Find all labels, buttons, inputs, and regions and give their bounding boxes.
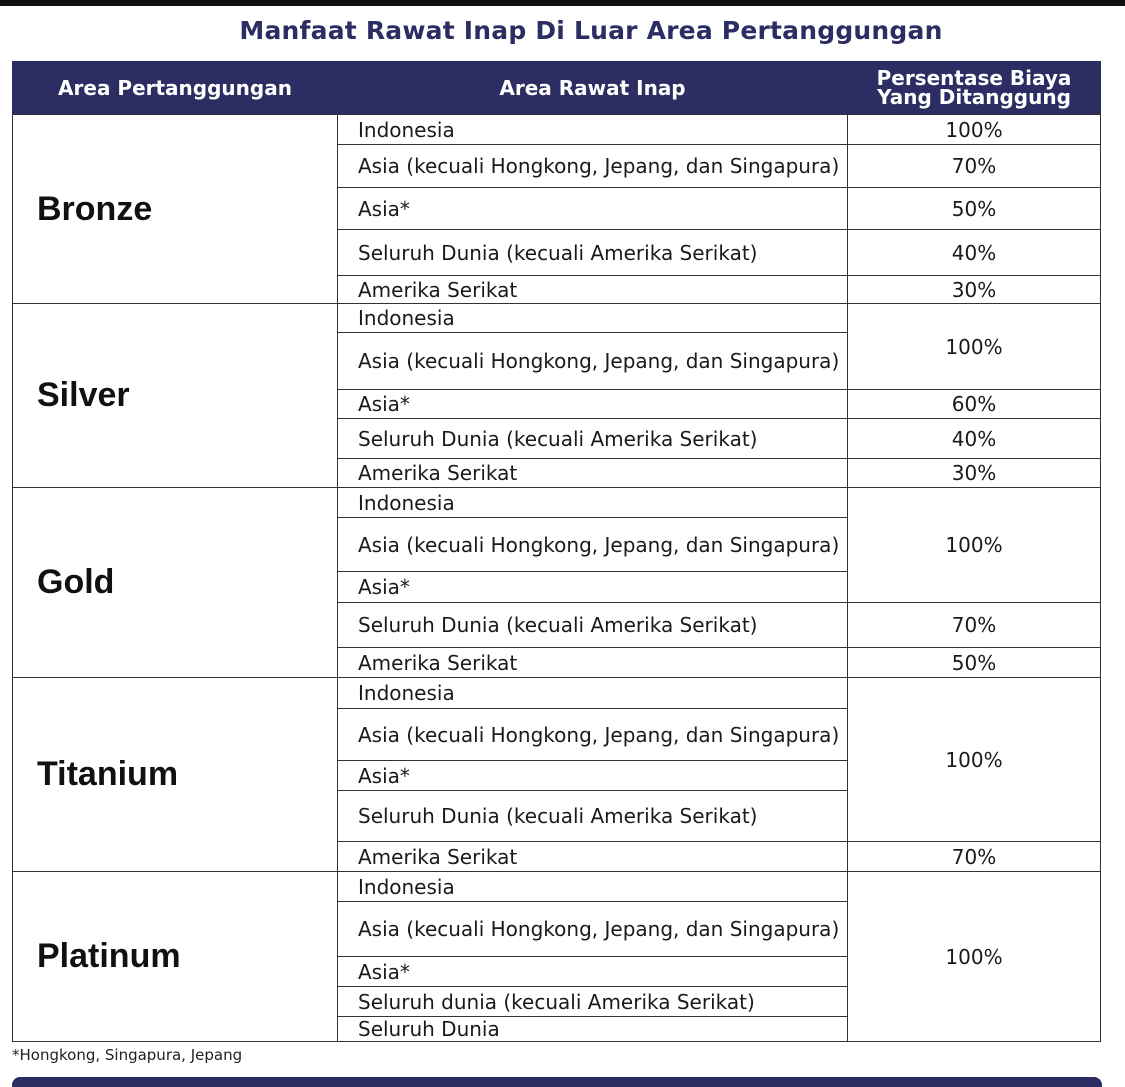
percentage-cell: 40% (847, 418, 1101, 459)
area-row: Indonesia (337, 677, 848, 709)
percentage-cell: 70% (847, 602, 1101, 648)
percentage-cell: 100% (847, 677, 1101, 842)
percentage-cell: 50% (847, 187, 1101, 230)
area-row: Indonesia (337, 114, 848, 145)
tier-titanium: Titanium (12, 677, 338, 872)
percentage-cell: 40% (847, 229, 1101, 276)
area-row: Asia (kecuali Hongkong, Jepang, dan Singapura) (337, 901, 848, 957)
area-row: Amerika Serikat (337, 275, 848, 304)
percentage-cell: 30% (847, 275, 1101, 304)
tier-platinum: Platinum (12, 871, 338, 1042)
area-row: Seluruh Dunia (337, 1016, 848, 1042)
area-row: Asia* (337, 571, 848, 603)
area-row: Asia* (337, 389, 848, 419)
area-row: Seluruh Dunia (kecuali Amerika Serikat) (337, 790, 848, 842)
percentage-cell: 70% (847, 144, 1101, 188)
area-row: Asia (kecuali Hongkong, Jepang, dan Singapura) (337, 144, 848, 188)
percentage-cell: 100% (847, 114, 1101, 145)
tier-silver: Silver (12, 303, 338, 488)
page-title: Manfaat Rawat Inap Di Luar Area Pertanggungan (239, 16, 943, 45)
header-area-pertanggungan: Area Pertanggungan (12, 61, 338, 115)
tier-bronze: Bronze (12, 114, 338, 304)
area-row: Asia (kecuali Hongkong, Jepang, dan Singapura) (337, 708, 848, 761)
area-row: Amerika Serikat (337, 647, 848, 678)
area-row: Seluruh Dunia (kecuali Amerika Serikat) (337, 418, 848, 459)
area-row: Asia* (337, 956, 848, 987)
percentage-cell: 100% (847, 303, 1101, 390)
percentage-cell: 50% (847, 647, 1101, 678)
area-row: Seluruh Dunia (kecuali Amerika Serikat) (337, 229, 848, 276)
footnote: *Hongkong, Singapura, Jepang (12, 1046, 243, 1064)
header-persentase: Persentase Biaya Yang Ditanggung (847, 61, 1101, 115)
percentage-cell: 100% (847, 487, 1101, 603)
area-row: Asia* (337, 760, 848, 791)
area-row: Seluruh dunia (kecuali Amerika Serikat) (337, 986, 848, 1017)
percentage-cell: 100% (847, 871, 1101, 1042)
area-row: Asia (kecuali Hongkong, Jepang, dan Singapura) (337, 517, 848, 572)
tier-gold: Gold (12, 487, 338, 678)
percentage-cell: 30% (847, 458, 1101, 488)
header-area-rawat-inap: Area Rawat Inap (337, 61, 848, 115)
area-row: Seluruh Dunia (kecuali Amerika Serikat) (337, 602, 848, 648)
area-row: Asia* (337, 187, 848, 230)
area-row: Indonesia (337, 487, 848, 518)
percentage-cell: 60% (847, 389, 1101, 419)
percentage-cell: 70% (847, 841, 1101, 872)
area-row: Amerika Serikat (337, 458, 848, 488)
bottom-banner-edge (12, 1077, 1102, 1087)
area-row: Indonesia (337, 303, 848, 333)
area-row: Asia (kecuali Hongkong, Jepang, dan Singapura) (337, 332, 848, 390)
area-row: Indonesia (337, 871, 848, 902)
area-row: Amerika Serikat (337, 841, 848, 872)
